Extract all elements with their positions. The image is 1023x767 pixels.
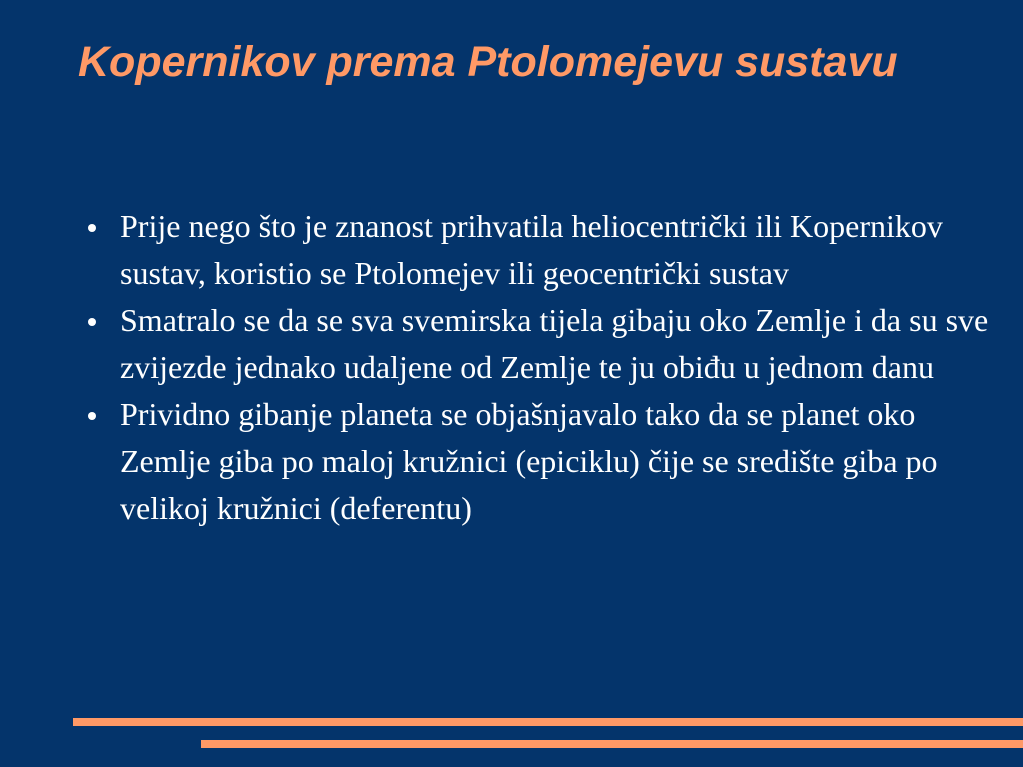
decorative-rule-bottom [201,740,1023,748]
bullet-text-1: Prije nego što je znanost prihvatila heliocentrički ili Kopernikov sustav, koristio se Ptolomejev ili geocentrički sustav [120,208,943,291]
slide-title: Kopernikov prema Ptolomejevu sustavu [78,38,898,86]
bullet-item-1 [120,203,1000,297]
bullet-text-2: Smatralo se da se sva svemirska tijela gibaju oko Zemlje i da su sve zvijezde jednako udaljene od Zemlje te ju obiđu u jednom danu [120,302,989,385]
bullet-dot-icon [88,224,96,232]
bullet-dot-icon [88,318,96,326]
bullet-item-2 [120,297,1000,391]
bullet-dot-icon [88,412,96,420]
decorative-rule-top [73,718,1023,726]
bullet-list [120,203,1000,532]
bullet-item-3 [120,391,1000,532]
bullet-text-3: Prividno gibanje planeta se objašnjavalo tako da se planet oko Zemlje giba po maloj kružnici (epiciklu) čije se središte giba po velikoj kružnici (deferentu) [120,396,938,526]
